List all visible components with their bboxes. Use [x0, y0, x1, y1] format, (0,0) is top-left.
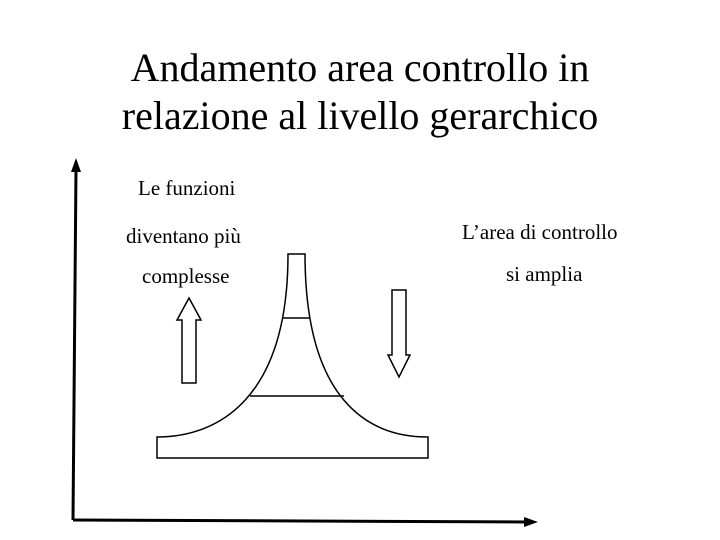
x-axis-arrowhead	[524, 517, 538, 527]
left-text-line-3: complesse	[142, 264, 230, 288]
title-line-1: Andamento area controllo in	[130, 45, 590, 90]
y-axis-line	[73, 168, 76, 520]
hierarchy-shape	[157, 254, 428, 458]
x-axis-line	[73, 520, 528, 522]
right-text-line-2: si amplia	[506, 262, 583, 286]
arrow-up-icon	[177, 298, 201, 383]
y-axis-arrowhead	[71, 158, 81, 172]
left-text-line-1: Le funzioni	[138, 176, 236, 200]
right-text-line-1: L’area di controllo	[462, 220, 618, 244]
arrow-down-icon	[388, 290, 410, 377]
left-text-line-2: diventano più	[126, 224, 241, 248]
title-line-2: relazione al livello gerarchico	[121, 93, 599, 138]
